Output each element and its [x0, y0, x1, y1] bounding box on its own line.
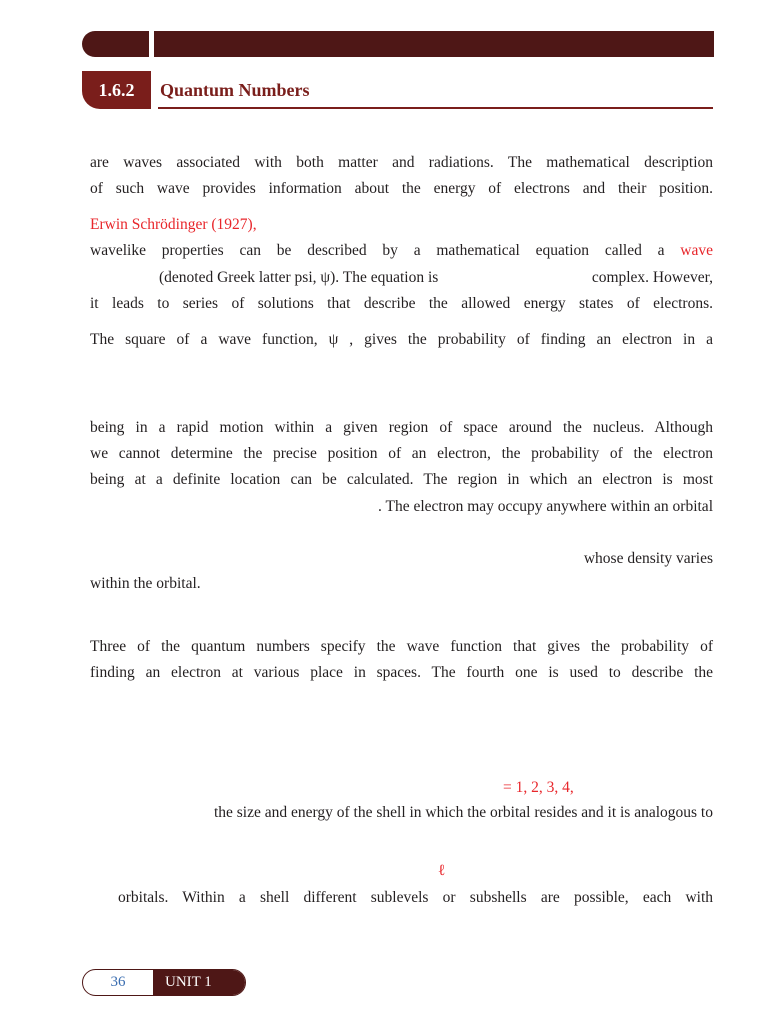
header-bar-right	[154, 31, 714, 57]
body-line-9: we cannot determine the precise position of an electron, the probability of the electron	[90, 445, 713, 462]
body-line-1: are waves associated with both matter and radiations. The mathematical description	[90, 154, 713, 171]
body-line-17: the size and energy of the shell in which the orbital resides and it is analogous to	[213, 804, 713, 821]
footer-page-tab	[82, 969, 246, 996]
body-line-4	[90, 241, 713, 261]
body-line-14: Three of the quantum numbers specify the wave function that gives the probability of	[90, 638, 713, 655]
unit-label: UNIT 1	[153, 970, 246, 995]
body-line-10: being at a definite location can be calculated. The region in which an electron is most	[90, 471, 713, 488]
body-line-6: it leads to series of solutions that describe the allowed energy states of electrons.	[90, 295, 713, 312]
quantum-number-values: = 1, 2, 3, 4,	[503, 779, 574, 796]
section-title-rule	[158, 107, 713, 109]
header-bar-left	[82, 31, 149, 57]
body-line-8: being in a rapid motion within a given region of space around the nucleus. Although	[90, 419, 713, 436]
section-number: 1.6.2	[82, 71, 151, 109]
section-title: Quantum Numbers	[160, 80, 310, 100]
body-line-5b: complex. However,	[591, 269, 713, 286]
page-number: 36	[110, 974, 126, 990]
body-line-15: finding an electron at various place in spaces. The fourth one is used to describe the	[90, 664, 713, 681]
body-line-19: orbitals. Within a shell different sublevels or subshells are possible, each with	[118, 889, 713, 906]
body-line-2: of such wave provides information about the energy of electrons and their position.	[90, 180, 713, 197]
body-line-11: . The electron may occupy anywhere within an orbital	[378, 498, 713, 515]
body-line-5a: (denoted Greek latter psi, ψ). The equation is	[159, 269, 439, 286]
body-line-4-text: wavelike properties can be described by a mathematical equation called a	[90, 242, 665, 259]
body-line-7: The square of a wave function, ψ , gives the probability of finding an electron in a	[90, 331, 713, 348]
body-line-12: whose density varies	[583, 550, 713, 567]
body-line-4-term: wave	[680, 242, 713, 259]
body-line-13: within the orbital.	[90, 575, 201, 592]
body-line-3-name: Erwin Schrödinger (1927),	[90, 216, 257, 233]
azimuthal-symbol: ℓ	[438, 862, 446, 879]
